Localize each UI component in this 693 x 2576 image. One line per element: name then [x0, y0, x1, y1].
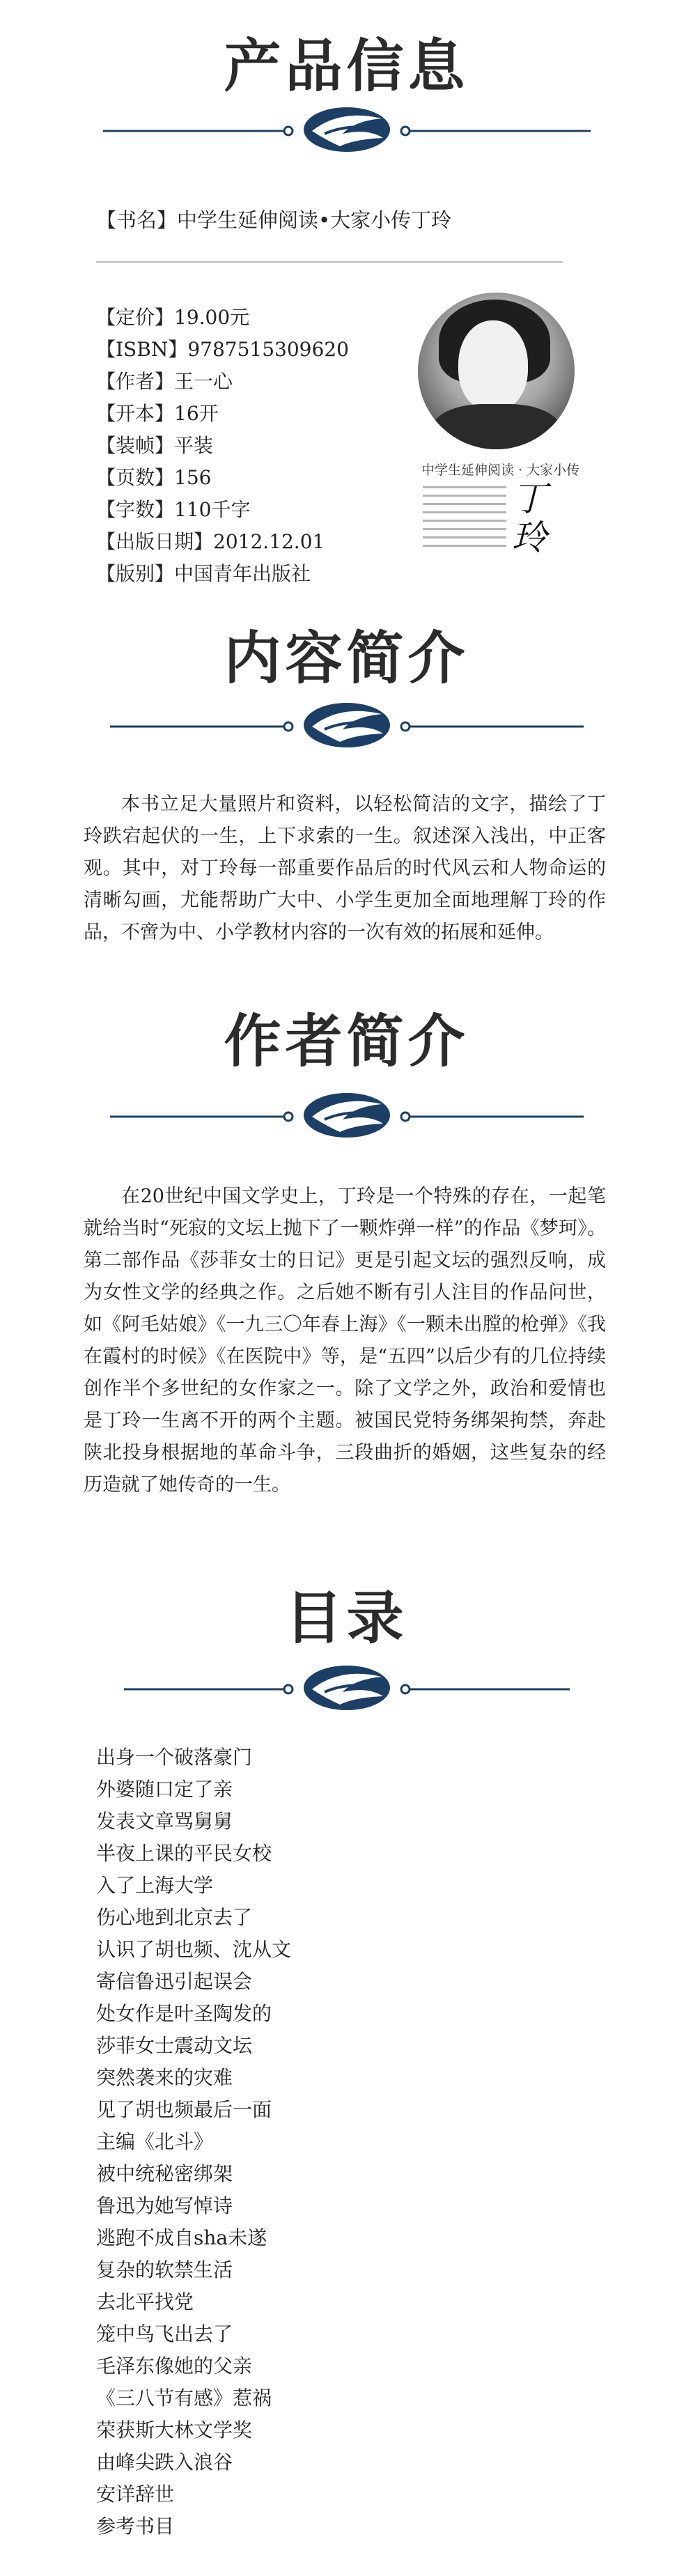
toc-item: 突然袭来的灾难	[96, 2066, 233, 2089]
divider-ornament-icon	[124, 1661, 570, 1710]
field-label: 【字数】	[96, 498, 175, 521]
toc-item: 伤心地到北京去了	[96, 1906, 253, 1929]
section-title-toc: 目录	[285, 1585, 408, 1652]
book-name-value: 中学生延伸阅读•大家小传丁玲	[177, 208, 452, 232]
divider-ornament-icon	[110, 699, 584, 747]
book-name-label: 【书名】	[96, 208, 178, 232]
field-label: 【装帧】	[96, 434, 175, 457]
toc-item: 去北平找党	[96, 2290, 194, 2313]
toc-item: 荣获斯大林文学奖	[96, 2419, 253, 2442]
summary-paragraph: 本书立足大量照片和资料，以轻松简洁的文字，描绘了丁玲跌宕起伏的一生，上下求索的一生。叙述深入浅出，中正客观。其中，对丁玲每一部重要作品后的时代风云和人物命运的清晰勾画，尤能帮助广大中、小学生更加全面地理解丁玲的作品，不啻为中、小学教材内容的一次有效的拓展和延伸。	[84, 793, 606, 943]
toc-item: 安详辞世	[96, 2483, 175, 2506]
field-row-pubdate	[96, 526, 349, 558]
field-row-pages	[96, 462, 349, 494]
section-divider	[0, 1089, 693, 1151]
cover-author-name: 丁玲	[512, 479, 547, 558]
section-divider	[0, 699, 693, 761]
field-value: 2012.12.01	[213, 530, 325, 553]
field-row-format	[96, 398, 349, 430]
book-name-row	[96, 204, 451, 236]
divider-ornament-icon	[103, 103, 591, 152]
toc-item: 主编《北斗》	[96, 2130, 214, 2153]
field-row-binding	[96, 430, 349, 462]
toc-item: 外婆随口定了亲	[96, 1778, 233, 1801]
section-divider	[0, 103, 693, 166]
field-label: 【开本】	[96, 402, 175, 425]
field-label: 【作者】	[96, 370, 175, 393]
field-value: 中国青年出版社	[174, 562, 311, 585]
field-value: 110千字	[174, 498, 251, 521]
field-row-author	[96, 366, 349, 398]
toc-item: 见了胡也频最后一面	[96, 2098, 272, 2121]
field-label: 【版别】	[96, 562, 175, 585]
field-row-price	[96, 302, 349, 334]
field-row-publisher	[96, 558, 349, 590]
book-name-underline	[96, 261, 563, 263]
book-cover-image	[414, 293, 595, 564]
toc-item: 处女作是叶圣陶发的	[96, 2002, 272, 2025]
toc-item: 被中统秘密绑架	[96, 2162, 233, 2185]
toc-item: 鲁迅为她写悼诗	[96, 2194, 233, 2217]
toc-item: 参考书目	[96, 2515, 175, 2538]
toc-item: 寄信鲁迅引起误会	[96, 1970, 253, 1993]
field-value: 9787515309620	[187, 338, 349, 361]
toc-item: 莎菲女士震动文坛	[96, 2034, 253, 2057]
toc-item: 笼中鸟飞出去了	[96, 2322, 233, 2345]
toc-list	[96, 1741, 291, 2543]
divider-ornament-icon	[110, 1089, 584, 1138]
section-title-summary: 内容简介	[224, 625, 469, 692]
product-fields	[96, 302, 349, 590]
section-title-author: 作者简介	[224, 1008, 469, 1075]
author-paragraph: 在20世纪中国文学史上，丁玲是一个特殊的存在，一起笔就给当时“死寂的文坛上抛下了一颗炸弹一样”的作品《梦珂》。第二部作品《莎菲女士的日记》更是引起文坛的强烈反响，成为女性文学的经典之作。之后她不断有引人注目的作品问世，如《阿毛姑娘》《一九三〇年春上海》《一颗未出膛的枪弹》《我在霞村的时候》《在医院中》等，是“五四”以后少有的几位持续创作半个多世纪的女作家之一。除了文学之外，政治和爱情也是丁玲一生离不开的两个主题。被国民党特务绑架拘禁，奔赴陕北投身根据地的革命斗争，三段曲折的婚姻，这些复杂的经历造就了她传奇的一生。	[84, 1186, 606, 1496]
toc-item: 出身一个破落豪门	[96, 1746, 253, 1769]
cover-portrait	[418, 293, 575, 449]
field-label: 【ISBN】	[96, 338, 188, 361]
field-label: 【定价】	[96, 306, 175, 329]
cover-series-title: 中学生延伸阅读 · 大家小传	[421, 463, 580, 478]
toc-item: 《三八节有感》惹祸	[96, 2387, 272, 2410]
toc-item: 逃跑不成自sha未遂	[96, 2226, 267, 2249]
toc-item: 认识了胡也频、沈从文	[96, 1938, 292, 1961]
toc-item: 毛泽东像她的父亲	[96, 2354, 253, 2377]
field-label: 【出版日期】	[96, 530, 214, 553]
field-value: 16开	[174, 402, 219, 425]
cover-text-lines	[423, 486, 506, 553]
field-row-isbn	[96, 334, 349, 366]
field-value: 平装	[174, 434, 214, 457]
section-divider	[0, 1661, 693, 1724]
toc-item: 复杂的软禁生活	[96, 2258, 233, 2281]
field-value: 19.00元	[174, 306, 250, 329]
field-row-words	[96, 494, 349, 526]
toc-item: 发表文章骂舅舅	[96, 1810, 233, 1833]
field-value: 王一心	[174, 370, 233, 393]
toc-item: 半夜上课的平民女校	[96, 1842, 272, 1865]
field-label: 【页数】	[96, 466, 175, 489]
field-value: 156	[174, 466, 212, 489]
section-title-product-info: 产品信息	[224, 33, 469, 100]
toc-item: 由峰尖跌入浪谷	[96, 2451, 233, 2474]
toc-item: 入了上海大学	[96, 1874, 214, 1897]
